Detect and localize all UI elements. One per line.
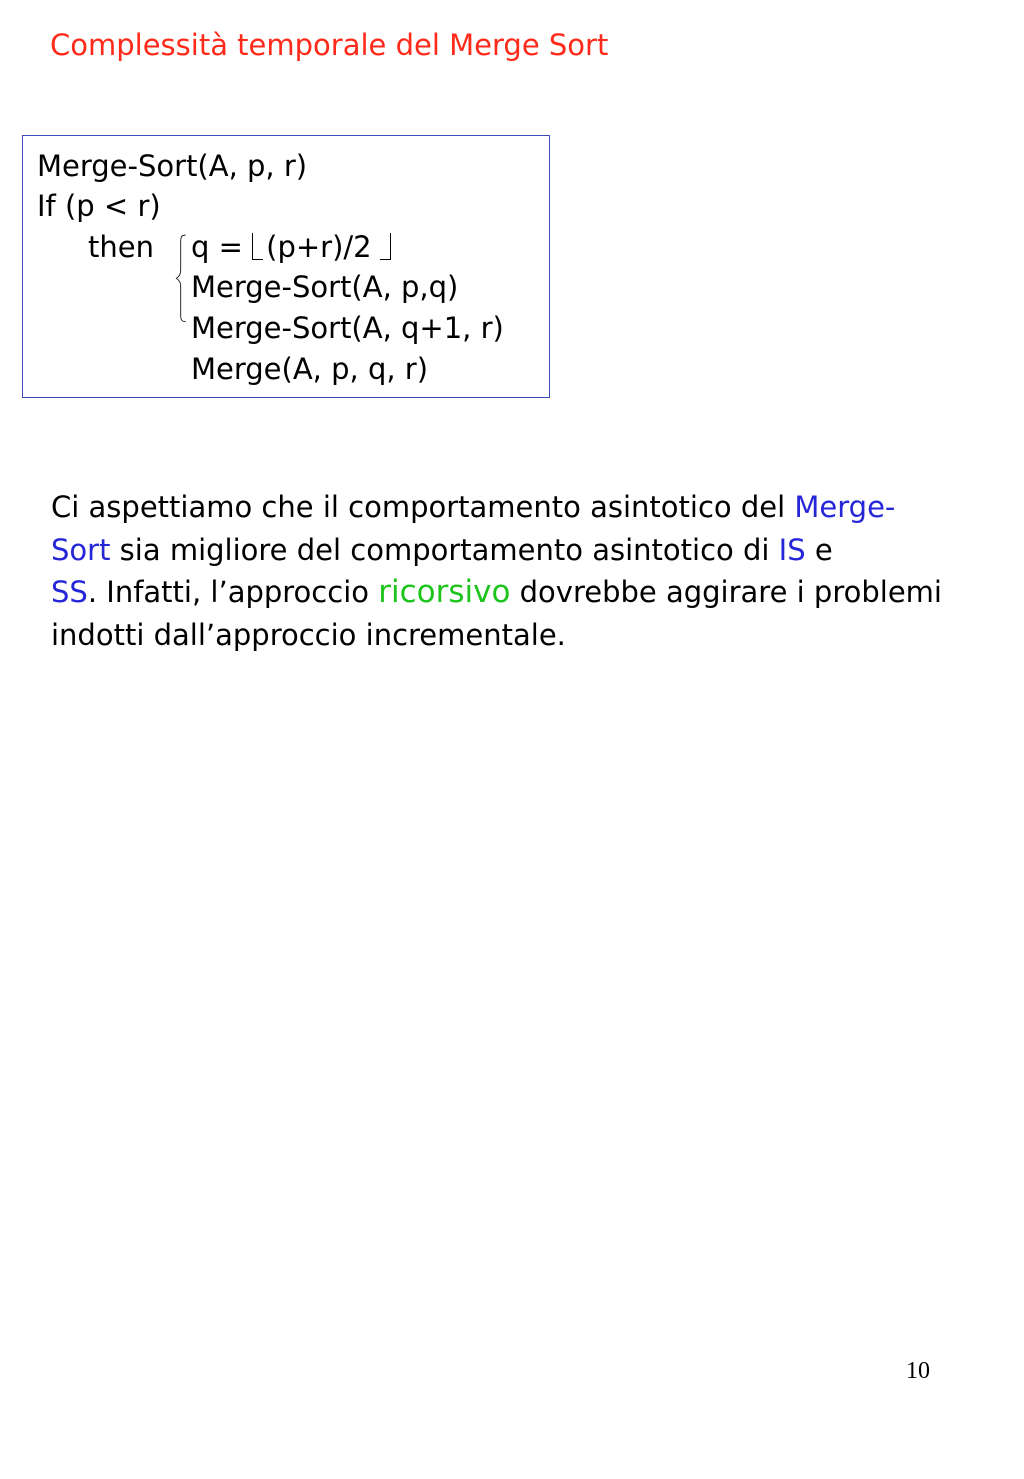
pseudocode-step-merge: Merge(A, p, q, r) xyxy=(191,352,429,386)
paragraph-text-1: Ci aspettiamo che il comportamento asintotico del xyxy=(51,490,795,524)
pseudocode-if-condition: If (p < r) xyxy=(37,189,161,223)
midpoint-assign-label: q = xyxy=(191,230,253,264)
pseudocode-step-sort-right: Merge-Sort(A, q+1, r) xyxy=(191,311,504,345)
term-ss: SS xyxy=(51,575,88,609)
pseudocode-signature: Merge-Sort(A, p, r) xyxy=(37,149,308,183)
paragraph-text-5: dovrebbe aggirare i problemi indotti dall’approccio incrementale. xyxy=(51,575,942,652)
floor-left-icon xyxy=(252,233,263,260)
floor-right-icon xyxy=(380,233,391,260)
slide-title: Complessità temporale del Merge Sort xyxy=(50,28,609,62)
page-number: 10 xyxy=(906,1358,930,1384)
term-is: IS xyxy=(778,532,806,567)
term-ricorsivo: ricorsivo xyxy=(378,574,511,610)
paragraph-text-4: . Infatti, l’approccio xyxy=(87,575,379,609)
term-merge-sort-part2: Sort xyxy=(51,532,111,567)
paragraph-text-3: e xyxy=(805,532,833,567)
term-merge-sort-part1: Merge- xyxy=(794,490,896,524)
pseudocode-step-sort-left: Merge-Sort(A, p,q) xyxy=(191,270,459,304)
pseudocode-then-keyword: then xyxy=(88,230,154,264)
midpoint-expression: (p+r)/2 xyxy=(266,230,372,264)
explanation-paragraph xyxy=(51,486,981,656)
pseudocode-step-midpoint xyxy=(191,229,391,265)
paragraph-text-2: sia migliore del comportamento asintotico di xyxy=(110,532,779,567)
pseudocode-box xyxy=(22,135,550,398)
